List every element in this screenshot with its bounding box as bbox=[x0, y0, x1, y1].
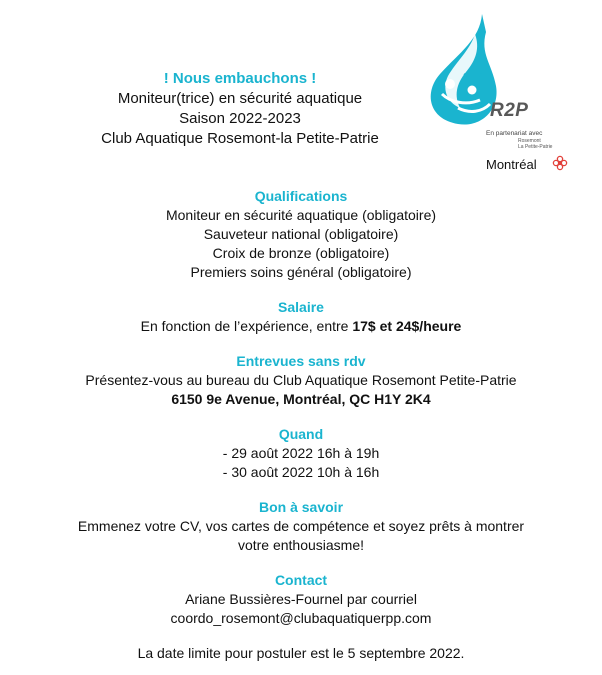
contact-email[interactable]: coordo_rosemont@clubaquatiquerpp.com bbox=[170, 610, 432, 626]
club-name: Club Aquatique Rosemont-la Petite-Patrie bbox=[101, 130, 379, 147]
job-title: Moniteur(trice) en sécurité aquatique bbox=[117, 90, 363, 107]
partner-text: En partenariat avec Rosemont La Petite-Patrie bbox=[486, 130, 553, 150]
headline: ! Nous embauchons ! bbox=[163, 70, 317, 87]
qualification-item: Sauveteur national (obligatoire) bbox=[203, 226, 399, 242]
montreal-logo-text: Montréal bbox=[486, 157, 537, 172]
salary-text: En fonction de l’expérience, entre 17$ et 24$/heure bbox=[140, 318, 462, 334]
salary-range: 17$ et 24$/heure bbox=[352, 318, 462, 334]
interviews-text: Présentez-vous au bureau du Club Aquatique Rosemont Petite-Patrie bbox=[85, 372, 517, 388]
qualification-item: Moniteur en sécurité aquatique (obligatoire) bbox=[165, 207, 437, 223]
qualifications-title: Qualifications bbox=[254, 188, 348, 204]
season: Saison 2022-2023 bbox=[179, 110, 301, 127]
qualification-item: Premiers soins général (obligatoire) bbox=[190, 264, 412, 280]
job-header bbox=[60, 69, 420, 149]
qualification-item: Croix de bronze (obligatoire) bbox=[212, 245, 390, 261]
good-to-know-line: Emmenez votre CV, vos cartes de compétence et soyez prêts à montrer bbox=[77, 518, 525, 534]
deadline-text: La date limite pour postuler est le 5 septembre 2022. bbox=[137, 645, 465, 661]
r2p-logo bbox=[420, 14, 580, 179]
brand-name: R2P bbox=[490, 100, 529, 121]
contact-name: Ariane Bussières-Fournel par courriel bbox=[185, 591, 417, 607]
montreal-rose-icon bbox=[552, 155, 568, 171]
date-item: - 29 août 2022 16h à 19h bbox=[222, 445, 380, 461]
salary-title: Salaire bbox=[278, 299, 324, 315]
job-details bbox=[0, 187, 602, 663]
interviews-title: Entrevues sans rdv bbox=[236, 353, 366, 369]
good-to-know-line: votre enthousiasme! bbox=[237, 537, 365, 553]
contact-title: Contact bbox=[274, 572, 328, 588]
date-item: - 30 août 2022 10h à 16h bbox=[222, 464, 380, 480]
good-to-know-title: Bon à savoir bbox=[258, 499, 344, 515]
address: 6150 9e Avenue, Montréal, QC H1Y 2K4 bbox=[171, 391, 431, 407]
when-title: Quand bbox=[278, 426, 324, 442]
